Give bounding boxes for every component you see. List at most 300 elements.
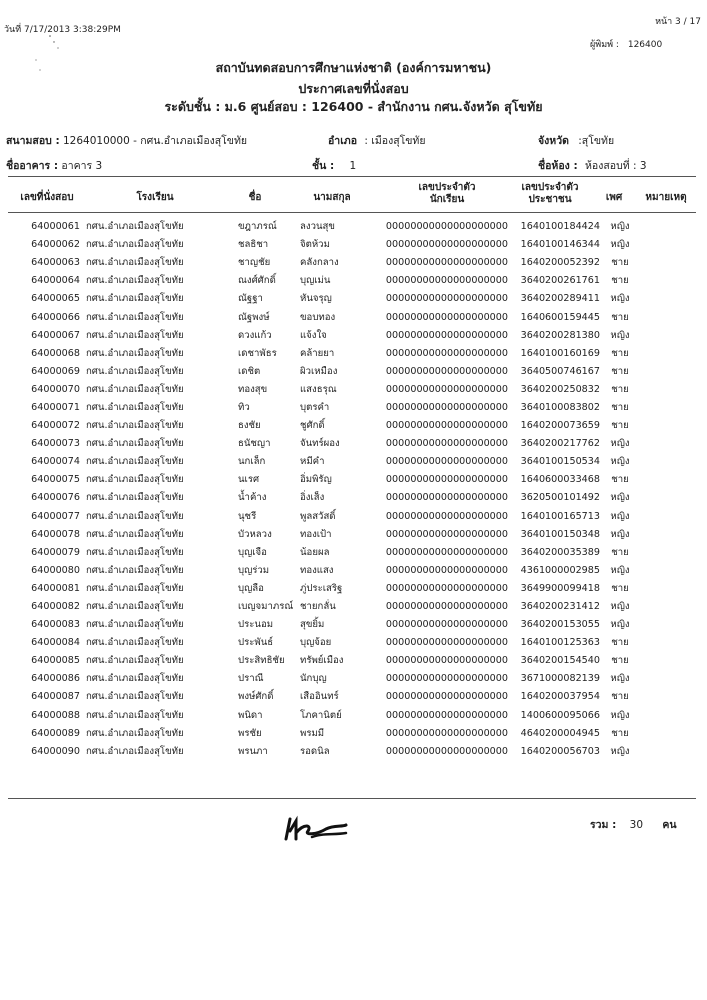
last-name: ภู่ประเสริฐ <box>300 582 343 594</box>
sex: หญิง <box>610 492 630 504</box>
seat-number: 64000071 <box>31 401 80 413</box>
seat-number: 64000085 <box>31 655 80 667</box>
table-row <box>8 544 707 562</box>
citizen-id: 1640600159445 <box>520 311 600 323</box>
school-name: กศน.อำเภอเมืองสุโขทัย <box>86 492 184 504</box>
school-name: กศน.อำเภอเมืองสุโขทัย <box>86 456 184 468</box>
student-id: 00000000000000000000 <box>385 691 508 703</box>
student-id: 00000000000000000000 <box>385 293 508 305</box>
last-name: ชูศักดิ์ <box>300 420 325 432</box>
first-name: นเรศ <box>238 474 260 486</box>
last-name: แสงธรุณ <box>300 383 337 395</box>
scan-speckles <box>30 30 70 80</box>
seat-number: 64000076 <box>31 492 80 504</box>
first-name: ปราณี <box>238 673 264 685</box>
citizen-id: 1640200073659 <box>520 420 600 432</box>
col-sid-line1: เลขประจำตัว <box>418 182 476 193</box>
student-id: 00000000000000000000 <box>385 438 508 450</box>
student-id: 00000000000000000000 <box>385 709 508 721</box>
school-name: กศน.อำเภอเมืองสุโขทัย <box>86 221 184 233</box>
table-row <box>8 526 707 544</box>
school-name: กศน.อำเภอเมืองสุโขทัย <box>86 275 184 287</box>
total-count: 30 <box>629 819 644 831</box>
remark <box>640 327 707 345</box>
sex: ชาย <box>611 655 629 667</box>
seat-number: 64000061 <box>31 221 80 233</box>
citizen-id: 3649900099418 <box>520 582 600 594</box>
school-name: กศน.อำเภอเมืองสุโขทัย <box>86 474 184 486</box>
school-name: กศน.อำเภอเมืองสุโขทัย <box>86 619 184 631</box>
sex: ชาย <box>611 691 629 703</box>
table-row <box>8 598 707 616</box>
citizen-id: 3640100150348 <box>520 528 600 540</box>
printer-label: ผู้พิมพ์ : <box>590 40 619 50</box>
table-row <box>8 308 707 326</box>
first-name: ชาญชัย <box>238 257 271 269</box>
remark <box>640 526 707 544</box>
last-name: บุตรคำ <box>300 401 330 413</box>
school-name: กศน.อำเภอเมืองสุโขทัย <box>86 637 184 649</box>
seat-number: 64000084 <box>31 637 80 649</box>
seat-number: 64000073 <box>31 438 80 450</box>
first-name: ขฎาภรณ์ <box>238 221 277 233</box>
remark <box>640 236 707 254</box>
remark <box>640 508 707 526</box>
sex: หญิง <box>610 329 630 341</box>
first-name: น้ำค้าง <box>238 492 267 504</box>
org-title: สถาบันทดสอบการศึกษาแห่งชาติ (องค์การมหาชน) <box>215 60 492 75</box>
school-name: กศน.อำเภอเมืองสุโขทัย <box>86 239 184 251</box>
remark <box>640 272 707 290</box>
citizen-id: 1640200056703 <box>520 745 600 757</box>
col-last: นามสกุล <box>313 192 351 203</box>
floor-label: ชั้น : <box>312 160 335 172</box>
student-id: 00000000000000000000 <box>385 655 508 667</box>
school-name: กศน.อำเภอเมืองสุโขทัย <box>86 709 184 721</box>
citizen-id: 3640200231412 <box>520 601 600 613</box>
first-name: ประสิทธิชัย <box>238 655 285 667</box>
sex: หญิง <box>610 709 630 721</box>
header-top-rule <box>8 176 696 177</box>
first-name: ดวงแก้ว <box>238 329 272 341</box>
remark <box>640 363 707 381</box>
building-label: ชื่ออาคาร : <box>6 160 59 172</box>
school-name: กศน.อำเภอเมืองสุโขทัย <box>86 510 184 522</box>
sex: หญิง <box>610 456 630 468</box>
last-name: สุขยิ้ม <box>300 619 325 631</box>
col-note: หมายเหตุ <box>645 192 687 203</box>
footer-rule <box>8 798 696 799</box>
sex: หญิง <box>610 619 630 631</box>
remark <box>640 290 707 308</box>
school-name: กศน.อำเภอเมืองสุโขทัย <box>86 420 184 432</box>
student-id: 00000000000000000000 <box>385 727 508 739</box>
table-row <box>8 743 707 761</box>
student-id: 00000000000000000000 <box>385 582 508 594</box>
citizen-id: 1640100160169 <box>520 347 600 359</box>
remark <box>640 707 707 725</box>
district-value: : เมืองสุโขทัย <box>364 135 426 147</box>
sex: ชาย <box>611 637 629 649</box>
sex: ชาย <box>611 383 629 395</box>
sex: หญิง <box>610 239 630 251</box>
student-id: 00000000000000000000 <box>385 619 508 631</box>
student-id: 00000000000000000000 <box>385 221 508 233</box>
remark <box>640 218 707 236</box>
citizen-id: 3640200289411 <box>520 293 600 305</box>
sex: ชาย <box>611 275 629 287</box>
remark <box>640 562 707 580</box>
citizen-id: 3640200250832 <box>520 383 600 395</box>
first-name: เดชิต <box>238 365 261 377</box>
seat-number: 64000077 <box>31 510 80 522</box>
citizen-id: 3640200281380 <box>520 329 600 341</box>
province-label: จังหวัด <box>538 135 569 147</box>
sex: หญิง <box>610 601 630 613</box>
citizen-id: 1640600033468 <box>520 474 600 486</box>
table-row <box>8 327 707 345</box>
citizen-id: 3640100083802 <box>520 401 600 413</box>
school-name: กศน.อำเภอเมืองสุโขทัย <box>86 727 184 739</box>
seat-number: 64000087 <box>31 691 80 703</box>
remark <box>640 417 707 435</box>
seat-number: 64000068 <box>31 347 80 359</box>
remark <box>640 254 707 272</box>
last-name: แจ้งใจ <box>300 329 327 341</box>
seat-number: 64000070 <box>31 383 80 395</box>
citizen-id: 1400600095066 <box>520 709 600 721</box>
sex: หญิง <box>610 528 630 540</box>
floor-value: 1 <box>349 160 357 172</box>
level-line: ระดับชั้น : ม.6 ศูนย์สอบ : 126400 - สำนักงาน กศน.จังหวัด สุโขทัย <box>164 99 543 114</box>
school-name: กศน.อำเภอเมืองสุโขทัย <box>86 673 184 685</box>
sex: หญิง <box>610 438 630 450</box>
room-label: ชื่อห้อง : <box>538 160 578 172</box>
citizen-id: 1640200037954 <box>520 691 600 703</box>
last-name: จันทร์ผอง <box>300 438 340 450</box>
table-row <box>8 670 707 688</box>
seat-number: 64000090 <box>31 745 80 757</box>
header-bottom-rule <box>8 212 696 213</box>
citizen-id: 3640100150534 <box>520 456 600 468</box>
table-row <box>8 290 707 308</box>
sex: ชาย <box>611 365 629 377</box>
seat-number: 64000069 <box>31 365 80 377</box>
school-name: กศน.อำเภอเมืองสุโขทัย <box>86 347 184 359</box>
table-row <box>8 489 707 507</box>
print-date: วันที่ 7/17/2013 3:38:29PM <box>4 25 121 35</box>
col-cid-line2: ประชาชน <box>528 194 572 205</box>
first-name: ณงศ์ศักดิ์ <box>238 275 276 287</box>
printer-info <box>590 37 662 51</box>
last-name: คล้ายยา <box>300 347 335 359</box>
remark <box>640 345 707 363</box>
table-row <box>8 254 707 272</box>
signature-mark <box>282 813 352 843</box>
school-name: กศน.อำเภอเมืองสุโขทัย <box>86 293 184 305</box>
seat-number: 64000078 <box>31 528 80 540</box>
table-row <box>8 399 707 417</box>
seat-number: 64000083 <box>31 619 80 631</box>
first-name: พรนภา <box>238 745 268 757</box>
remark <box>640 453 707 471</box>
school-name: กศน.อำเภอเมืองสุโขทัย <box>86 745 184 757</box>
table-row <box>8 218 707 236</box>
table-row <box>8 707 707 725</box>
citizen-id: 1640100146344 <box>520 239 600 251</box>
printer-value: 126400 <box>627 40 663 50</box>
citizen-id: 1640200052392 <box>520 257 600 269</box>
last-name: ลงวนสุข <box>300 221 335 233</box>
school-name: กศน.อำเภอเมืองสุโขทัย <box>86 311 184 323</box>
seat-number: 64000072 <box>31 420 80 432</box>
venue-value: 1264010000 - กศน.อำเภอเมืองสุโขทัย <box>62 135 248 147</box>
col-school: โรงเรียน <box>136 192 174 203</box>
last-name: ทองแสง <box>300 564 334 576</box>
remark <box>640 634 707 652</box>
school-name: กศน.อำเภอเมืองสุโขทัย <box>86 438 184 450</box>
province-info <box>538 132 614 149</box>
table-row <box>8 725 707 743</box>
table-row <box>8 616 707 634</box>
student-id: 00000000000000000000 <box>385 474 508 486</box>
remark <box>640 616 707 634</box>
building-info <box>6 157 102 174</box>
last-name: ชายกลั่น <box>300 601 336 613</box>
table-row <box>8 435 707 453</box>
col-seat: เลขที่นั่งสอบ <box>20 192 74 203</box>
remark <box>640 489 707 507</box>
last-name: พรมมี <box>300 727 325 739</box>
sex: ชาย <box>611 474 629 486</box>
school-name: กศน.อำเภอเมืองสุโขทัย <box>86 365 184 377</box>
student-id: 00000000000000000000 <box>385 456 508 468</box>
first-name: ธนัชญา <box>238 438 271 450</box>
table-row <box>8 688 707 706</box>
remark <box>640 725 707 743</box>
citizen-id: 3640500746167 <box>520 365 600 377</box>
province-value: :สุโขทัย <box>578 135 615 147</box>
student-id: 00000000000000000000 <box>385 510 508 522</box>
col-first: ชื่อ <box>248 192 262 203</box>
sex: ชาย <box>611 401 629 413</box>
last-name: พูลสวัสดิ์ <box>300 510 336 522</box>
table-row <box>8 381 707 399</box>
citizen-id: 1640100184424 <box>520 221 600 233</box>
school-name: กศน.อำเภอเมืองสุโขทัย <box>86 655 184 667</box>
first-name: นุชรี <box>238 510 257 522</box>
total-info <box>590 816 677 833</box>
sex: หญิง <box>610 221 630 233</box>
table-row <box>8 508 707 526</box>
school-name: กศน.อำเภอเมืองสุโขทัย <box>86 257 184 269</box>
first-name: พงษ์ศักดิ์ <box>238 691 274 703</box>
seat-number: 64000075 <box>31 474 80 486</box>
table-row <box>8 272 707 290</box>
seat-number: 64000088 <box>31 709 80 721</box>
remark <box>640 381 707 399</box>
total-label: รวม : <box>590 819 617 831</box>
table-row <box>8 345 707 363</box>
first-name: ประนอม <box>238 619 274 631</box>
sex: ชาย <box>611 546 629 558</box>
seat-number: 64000081 <box>31 582 80 594</box>
student-id: 00000000000000000000 <box>385 546 508 558</box>
last-name: รอดนิล <box>300 745 330 757</box>
last-name: น้อยผล <box>300 546 330 558</box>
citizen-id: 4640200004945 <box>520 727 600 739</box>
col-sid <box>394 182 500 206</box>
seat-number: 64000067 <box>31 329 80 341</box>
last-name: หมีคำ <box>300 456 325 468</box>
seat-number: 64000082 <box>31 601 80 613</box>
seat-number: 64000062 <box>31 239 80 251</box>
first-name: ณัฐฐา <box>238 293 263 305</box>
sex: ชาย <box>611 311 629 323</box>
first-name: ประพันธ์ <box>238 637 274 649</box>
seat-number: 64000063 <box>31 257 80 269</box>
seat-number: 64000066 <box>31 311 80 323</box>
col-cid <box>504 182 596 206</box>
remark <box>640 743 707 761</box>
sex: ชาย <box>611 420 629 432</box>
student-id: 00000000000000000000 <box>385 383 508 395</box>
school-name: กศน.อำเภอเมืองสุโขทัย <box>86 691 184 703</box>
seat-number: 64000064 <box>31 275 80 287</box>
first-name: ณัฐพงษ์ <box>238 311 270 323</box>
last-name: หันจรุญ <box>300 293 332 305</box>
remark <box>640 471 707 489</box>
seat-number: 64000065 <box>31 293 80 305</box>
citizen-id: 3671000082139 <box>520 673 600 685</box>
table-row <box>8 562 707 580</box>
citizen-id: 3640200154540 <box>520 655 600 667</box>
last-name: โภคานิตย์ <box>300 709 342 721</box>
last-name: บุญเม่น <box>300 275 331 287</box>
district-info <box>328 132 426 149</box>
table-row <box>8 580 707 598</box>
table-row <box>8 363 707 381</box>
citizen-id: 3640200217762 <box>520 438 600 450</box>
seat-table-body <box>8 218 707 761</box>
citizen-id: 3620500101492 <box>520 492 600 504</box>
table-row <box>8 417 707 435</box>
remark <box>640 652 707 670</box>
first-name: ธงชัย <box>238 420 261 432</box>
remark <box>640 670 707 688</box>
last-name: บุญจ้อย <box>300 637 332 649</box>
student-id: 00000000000000000000 <box>385 257 508 269</box>
student-id: 00000000000000000000 <box>385 401 508 413</box>
student-id: 00000000000000000000 <box>385 275 508 287</box>
sex: ชาย <box>611 582 629 594</box>
citizen-id: 1640100165713 <box>520 510 600 522</box>
last-name: นักบุญ <box>300 673 327 685</box>
student-id: 00000000000000000000 <box>385 347 508 359</box>
school-name: กศน.อำเภอเมืองสุโขทัย <box>86 601 184 613</box>
table-row <box>8 652 707 670</box>
first-name: บุญร่วม <box>238 564 270 576</box>
first-name: บัวหลวง <box>238 528 272 540</box>
table-row <box>8 453 707 471</box>
room-value: ห้องสอบที่ : 3 <box>585 160 647 172</box>
first-name: นกเล็ก <box>238 456 266 468</box>
sex: ชาย <box>611 347 629 359</box>
student-id: 00000000000000000000 <box>385 601 508 613</box>
col-sex: เพศ <box>605 192 623 203</box>
col-sid-line2: นักเรียน <box>429 194 465 205</box>
student-id: 00000000000000000000 <box>385 564 508 576</box>
seat-number: 64000079 <box>31 546 80 558</box>
first-name: ทองสุข <box>238 383 268 395</box>
student-id: 00000000000000000000 <box>385 492 508 504</box>
first-name: ทิว <box>238 401 250 413</box>
last-name: ทองเป้า <box>300 528 332 540</box>
last-name: เสืออินทร์ <box>300 691 339 703</box>
citizen-id: 4361000002985 <box>520 564 600 576</box>
room-info <box>538 157 647 174</box>
district-label: อำเภอ <box>328 135 358 147</box>
school-name: กศน.อำเภอเมืองสุโขทัย <box>86 528 184 540</box>
last-name: อิ่มพิรัญ <box>300 474 332 486</box>
table-row <box>8 634 707 652</box>
school-name: กศน.อำเภอเมืองสุโขทัย <box>86 582 184 594</box>
first-name: บุญเจือ <box>238 546 267 558</box>
student-id: 00000000000000000000 <box>385 365 508 377</box>
school-name: กศน.อำเภอเมืองสุโขทัย <box>86 401 184 413</box>
seat-number: 64000089 <box>31 727 80 739</box>
citizen-id: 3640200153055 <box>520 619 600 631</box>
school-name: กศน.อำเภอเมืองสุโขทัย <box>86 546 184 558</box>
sex: หญิง <box>610 673 630 685</box>
last-name: ผิวเหมือง <box>300 365 338 377</box>
citizen-id: 3640200261761 <box>520 275 600 287</box>
last-name: จิตห้วม <box>300 239 330 251</box>
student-id: 00000000000000000000 <box>385 673 508 685</box>
seat-number: 64000074 <box>31 456 80 468</box>
student-id: 00000000000000000000 <box>385 311 508 323</box>
student-id: 00000000000000000000 <box>385 637 508 649</box>
last-name: คลังกลาง <box>300 257 339 269</box>
remark <box>640 598 707 616</box>
last-name: ทรัพย์เมือง <box>300 655 344 667</box>
page-number: หน้า 3 / 17 <box>655 17 701 27</box>
first-name: เบญจมาภรณ์ <box>238 601 294 613</box>
venue-info <box>6 132 247 149</box>
first-name: เดชาพัธร <box>238 347 277 359</box>
remark <box>640 688 707 706</box>
seat-number: 64000080 <box>31 564 80 576</box>
sex: หญิง <box>610 745 630 757</box>
first-name: ชลธิชา <box>238 239 269 251</box>
first-name: พรชัย <box>238 727 262 739</box>
sex: หญิง <box>610 510 630 522</box>
remark <box>640 580 707 598</box>
student-id: 00000000000000000000 <box>385 528 508 540</box>
citizen-id: 1640100125363 <box>520 637 600 649</box>
student-id: 00000000000000000000 <box>385 745 508 757</box>
seat-table <box>8 218 707 761</box>
last-name: ขอบทอง <box>300 311 336 323</box>
last-name: อิ่งเส็ง <box>300 492 325 504</box>
school-name: กศน.อำเภอเมืองสุโขทัย <box>86 329 184 341</box>
table-row <box>8 236 707 254</box>
citizen-id: 3640200035389 <box>520 546 600 558</box>
first-name: พนิดา <box>238 709 263 721</box>
school-name: กศน.อำเภอเมืองสุโขทัย <box>86 564 184 576</box>
remark <box>640 544 707 562</box>
sex: ชาย <box>611 727 629 739</box>
